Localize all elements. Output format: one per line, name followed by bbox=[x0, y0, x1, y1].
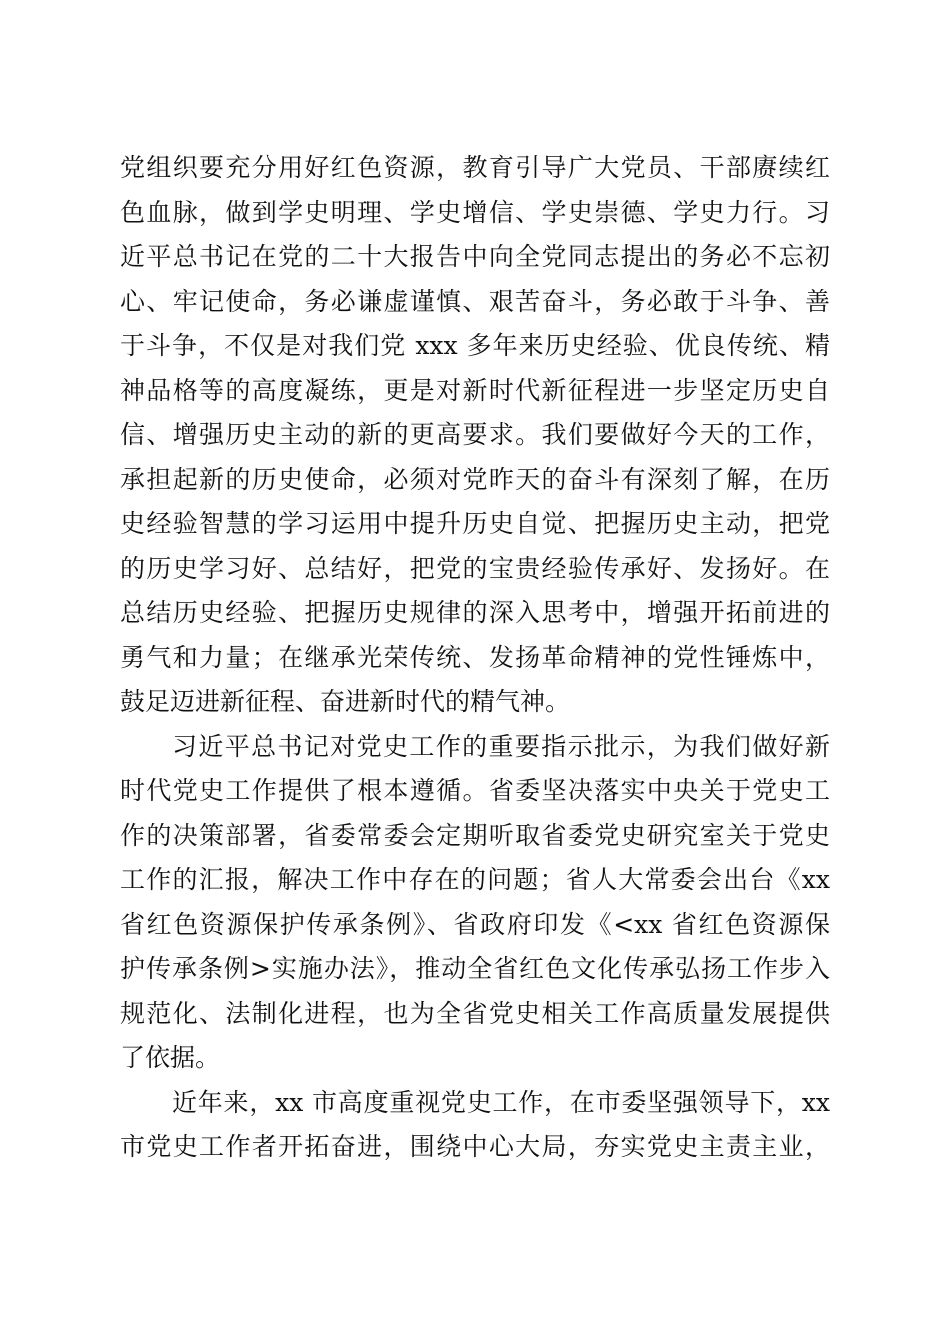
text-line: 鼓足迈进新征程、奋进新时代的精气神。 bbox=[120, 687, 571, 716]
text-line: 规范化、法制化进程，也为全省党史相关工作高质量发展提供 bbox=[120, 998, 830, 1028]
text-line: 作的决策部署，省委常委会定期听取省委党史研究室关于党史 bbox=[120, 820, 830, 850]
text-line: 承担起新的历史使命，必须对党昨天的奋斗有深刻了解，在历 bbox=[120, 464, 830, 494]
text-line: 的历史学习好、总结好，把党的宝贵经验传承好、发扬好。在 bbox=[120, 553, 830, 583]
text-line: 心、牢记使命，务必谦虚谨慎、艰苦奋斗，务必敢于斗争、善 bbox=[120, 286, 830, 316]
text-line: 了依据。 bbox=[120, 1043, 221, 1072]
text-line: 神品格等的高度凝练，更是对新时代新征程进一步坚定历史自 bbox=[120, 375, 830, 405]
text-line: 时代党史工作提供了根本遵循。省委坚决落实中央关于党史工 bbox=[120, 776, 830, 805]
paragraph-2 bbox=[120, 725, 830, 1081]
text-line: 史经验智慧的学习运用中提升历史自觉、把握历史主动，把党 bbox=[120, 509, 830, 538]
text-line: 色血脉，做到学史明理、学史增信、学史崇德、学史力行。习 bbox=[120, 197, 830, 227]
text-line: 工作的汇报，解决工作中存在的问题；省人大常委会出台《xx bbox=[120, 865, 830, 894]
text-line: 于斗争，不仅是对我们党 xxx 多年来历史经验、优良传统、精 bbox=[120, 331, 830, 360]
text-line: 近平总书记在党的二十大报告中向全党同志提出的务必不忘初 bbox=[120, 242, 830, 271]
text-line: 近年来，xx 市高度重视党史工作，在市委坚强领导下，xx bbox=[172, 1087, 830, 1117]
text-line: 市党史工作者开拓奋进，围绕中心大局，夯实党史主责主业， bbox=[120, 1132, 830, 1161]
text-line: 勇气和力量；在继承光荣传统、发扬革命精神的党性锤炼中， bbox=[120, 642, 830, 672]
paragraph-3 bbox=[120, 1081, 830, 1170]
paragraph-1 bbox=[120, 146, 830, 725]
text-line: 总结历史经验、把握历史规律的深入思考中，增强开拓前进的 bbox=[120, 598, 830, 627]
text-line: 党组织要充分用好红色资源，教育引导广大党员、干部赓续红 bbox=[120, 153, 830, 182]
text-line: 省红色资源保护传承条例》、省政府印发《<xx 省红色资源保 bbox=[120, 909, 830, 939]
body-text bbox=[120, 146, 830, 1170]
text-line: 信、增强历史主动的新的更高要求。我们要做好今天的工作， bbox=[120, 420, 830, 449]
text-line: 护传承条例>实施办法》，推动全省红色文化传承弘扬工作步入 bbox=[120, 954, 830, 983]
text-line: 习近平总书记对党史工作的重要指示批示，为我们做好新 bbox=[172, 731, 830, 761]
